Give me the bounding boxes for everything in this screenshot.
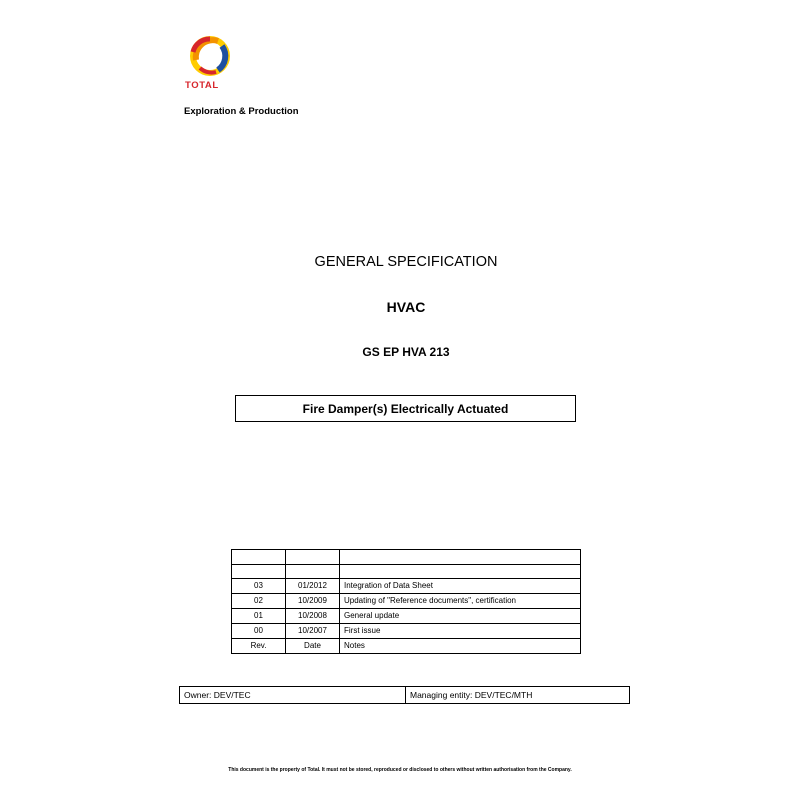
- date-cell: [286, 550, 340, 565]
- rev-cell: [232, 564, 286, 579]
- date-cell: 10/2008: [286, 609, 340, 624]
- revision-table: [231, 549, 581, 654]
- table-row: [232, 624, 581, 639]
- confidentiality-notice: This document is the property of Total. It must not be stored, reproduced or disclosed to others without written authorisation from the Company.: [228, 767, 572, 773]
- ownership-table: [179, 686, 630, 704]
- notes-cell: Integration of Data Sheet: [340, 579, 581, 594]
- rev-cell: 02: [232, 594, 286, 609]
- table-header-row: [232, 639, 581, 654]
- division-label: Exploration & Production: [184, 106, 299, 117]
- table-row: [232, 550, 581, 565]
- notes-cell: [340, 564, 581, 579]
- managing-entity-cell: Managing entity: DEV/TEC/MTH: [406, 687, 630, 704]
- brand-name: TOTAL: [185, 80, 219, 91]
- document-title: Fire Damper(s) Electrically Actuated: [302, 401, 509, 416]
- table-row: [232, 609, 581, 624]
- document-title-box: [235, 395, 576, 422]
- rev-cell: 03: [232, 579, 286, 594]
- table-row: [180, 687, 630, 704]
- table-row: [232, 564, 581, 579]
- rev-cell: 01: [232, 609, 286, 624]
- rev-cell: [232, 550, 286, 565]
- owner-cell: Owner: DEV/TEC: [180, 687, 406, 704]
- notes-cell: Updating of "Reference documents", certification: [340, 594, 581, 609]
- date-cell: [286, 564, 340, 579]
- date-cell: 10/2007: [286, 624, 340, 639]
- notes-cell: First issue: [340, 624, 581, 639]
- date-cell: 10/2009: [286, 594, 340, 609]
- table-row: [232, 594, 581, 609]
- total-logo-icon: [188, 34, 236, 78]
- date-header: Date: [286, 639, 340, 654]
- notes-cell: General update: [340, 609, 581, 624]
- notes-cell: [340, 550, 581, 565]
- document-subject: HVAC: [386, 299, 426, 315]
- table-row: [232, 579, 581, 594]
- rev-header: Rev.: [232, 639, 286, 654]
- date-cell: 01/2012: [286, 579, 340, 594]
- notes-header: Notes: [340, 639, 581, 654]
- document-code: GS EP HVA 213: [362, 345, 450, 359]
- document-type: GENERAL SPECIFICATION: [314, 254, 498, 270]
- rev-cell: 00: [232, 624, 286, 639]
